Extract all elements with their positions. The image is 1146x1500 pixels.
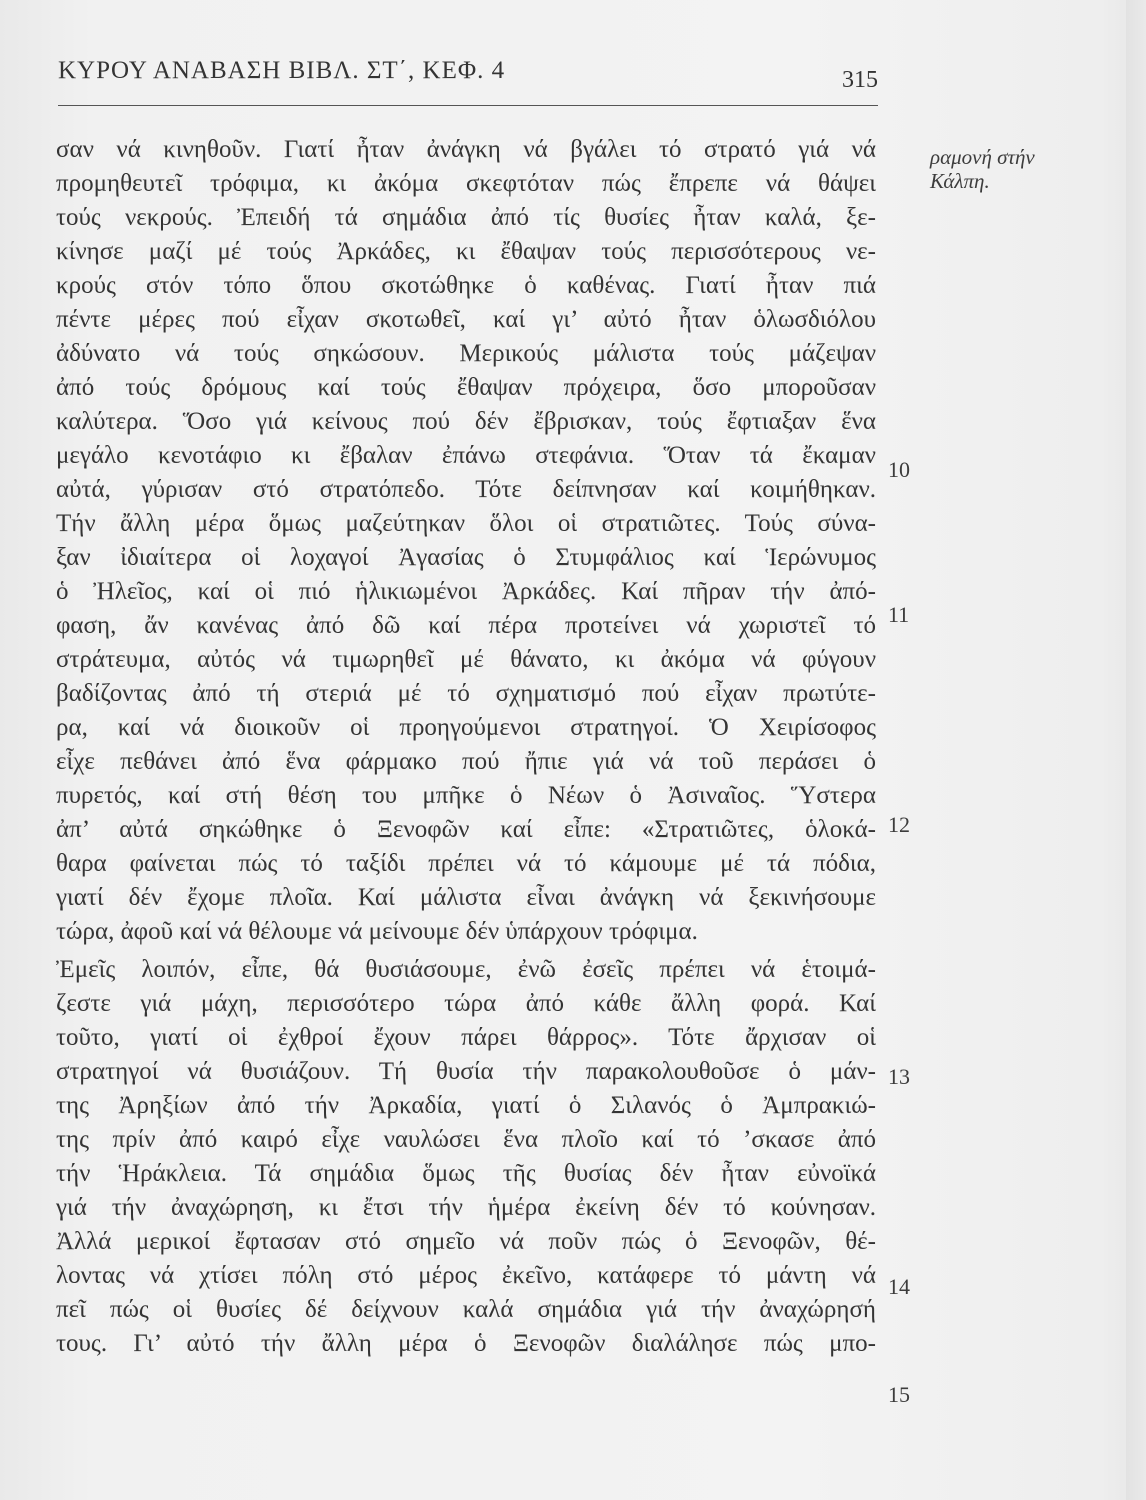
text-line: στρατηγοί νά θυσιάζουν. Τή θυσία τήν παρακολουθοῦσε ὁ μάν- bbox=[56, 1058, 876, 1085]
text-line: τοῦτο, γιατί οἱ ἐχθροί ἔχουν πάρει θάρρος». Τότε ἄρχισαν οἱ bbox=[56, 1024, 876, 1051]
text-line: ἀδύνατο νά τούς σηκώσουν. Μερικούς μάλιστα τούς μάζεψαν bbox=[56, 340, 876, 367]
text-line: προμηθευτεῖ τρόφιμα, κι ἀκόμα σκεφτόταν πώς ἔπρεπε νά θάψει bbox=[56, 170, 876, 197]
text-line: ρα, καί νά διοικοῦν οἱ προηγούμενοι στρατηγοί. Ὁ Χειρίσοφος bbox=[56, 714, 876, 741]
text-line: πέντε μέρες πού εἶχαν σκοτωθεῖ, καί γι’ αὐτό ἦταν ὁλωσδιόλου bbox=[56, 306, 876, 333]
text-line: πυρετός, καί στή θέση του μπῆκε ὁ Νέων ὁ Ἀσιναῖος. Ὕστερα bbox=[56, 782, 876, 809]
text-line: ἀπ’ αὐτά σηκώθηκε ὁ Ξενοφῶν καί εἶπε: «Στρατιῶτες, ὁλοκά- bbox=[56, 816, 876, 843]
text-line: ἀπό τούς δρόμους καί τούς ἔθαψαν πρόχειρα, ὅσο μποροῦσαν bbox=[56, 374, 876, 401]
page-number: 315 bbox=[842, 67, 878, 93]
text-line: κρούς στόν τόπο ὅπου σκοτώθηκε ὁ καθένας. Γιατί ἦταν πιά bbox=[56, 272, 876, 299]
text-line: Ἀλλά μερικοί ἔφτασαν στό σημεῖο νά ποῦν πώς ὁ Ξενοφῶν, θέ- bbox=[56, 1228, 876, 1255]
text-line: πεῖ πώς οἱ θυσίες δέ δείχνουν καλά σημάδια γιά τήν ἀναχώρησή bbox=[56, 1296, 876, 1323]
text-line: ξαν ἰδιαίτερα οἱ λοχαγοί Ἀγασίας ὁ Στυμφάλιος καί Ἱερώνυμος bbox=[56, 544, 876, 571]
section-number: 10 bbox=[888, 457, 910, 482]
text-line: λοντας νά χτίσει πόλη στό μέρος ἐκεῖνο, κατάφερε τό μάντη νά bbox=[56, 1262, 876, 1289]
text-line: καλύτερα. Ὅσο γιά κείνους πού δέν ἔβρισκαν, τούς ἔφτιαξαν ἕνα bbox=[56, 408, 876, 435]
running-head: ΚΥΡΟΥ ΑΝΑΒΑΣΗ ΒΙΒΛ. ΣΤ΄, ΚΕΦ. 4 bbox=[58, 57, 506, 84]
text-line: βαδίζοντας ἀπό τή στεριά μέ τό σχηματισμό πού εἶχαν πρωτύτε- bbox=[56, 680, 876, 707]
text-line: τους. Γι’ αὐτό τήν ἄλλη μέρα ὁ Ξενοφῶν διαλάλησε πώς μπο- bbox=[56, 1330, 876, 1357]
text-line: θαρα φαίνεται πώς τό ταξίδι πρέπει νά τό κάμουμε μέ τά πόδια, bbox=[56, 850, 876, 877]
text-line: τώρα, ἀφοῦ καί νά θέλουμε νά μείνουμε δέν ὑπάρχουν τρόφιμα. bbox=[56, 918, 698, 945]
text-line: εἶχε πεθάνει ἀπό ἕνα φάρμακο πού ἤπιε γιά νά τοῦ περάσει ὁ bbox=[56, 748, 876, 775]
section-number: 15 bbox=[888, 1382, 910, 1407]
marginal-note-line: ραμονή στήν bbox=[930, 145, 1035, 169]
marginal-note-line: Κάλπη. bbox=[930, 169, 990, 193]
text-line: της Ἀρηξίων ἀπό τήν Ἀρκαδία, γιατί ὁ Σιλανός ὁ Ἀμπρακιώ- bbox=[56, 1092, 876, 1119]
text-line: Τήν ἄλλη μέρα ὅμως μαζεύτηκαν ὅλοι οἱ στρατιῶτες. Τούς σύνα- bbox=[56, 510, 876, 537]
text-line: στράτευμα, αὐτός νά τιμωρηθεῖ μέ θάνατο, κι ἀκόμα νά φύγουν bbox=[56, 646, 876, 673]
text-line: τούς νεκρούς. Ἐπειδή τά σημάδια ἀπό τίς θυσίες ἦταν καλά, ξε- bbox=[56, 204, 876, 231]
text-line: ζεστε γιά μάχη, περισσότερο τώρα ἀπό κάθε ἄλλη φορά. Καί bbox=[56, 990, 876, 1017]
text-line: της πρίν ἀπό καιρό εἶχε ναυλώσει ἕνα πλοῖο καί τό ’σκασε ἀπό bbox=[56, 1126, 876, 1153]
page-edge-shadow bbox=[1126, 0, 1146, 1500]
section-number: 14 bbox=[888, 1274, 910, 1299]
text-line: φαση, ἄν κανένας ἀπό δῶ καί πέρα προτείνει νά χωριστεῖ τό bbox=[56, 612, 876, 639]
text-line: κίνησε μαζί μέ τούς Ἀρκάδες, κι ἔθαψαν τούς περισσότερους νε- bbox=[56, 238, 876, 265]
section-number: 11 bbox=[888, 602, 910, 627]
text-line: γιατί δέν ἔχομε πλοῖα. Καί μάλιστα εἶναι ἀνάγκη νά ξεκινήσουμε bbox=[56, 884, 876, 911]
section-number: 12 bbox=[888, 812, 910, 837]
marginal-note bbox=[930, 145, 1080, 193]
text-line: τήν Ἡράκλεια. Τά σημάδια ὅμως τῆς θυσίας δέν ἦταν εὐνοϊκά bbox=[56, 1160, 876, 1187]
text-line: αὐτά, γύρισαν στό στρατόπεδο. Τότε δείπνησαν καί κοιμήθηκαν. bbox=[56, 476, 876, 503]
text-line: ὁ Ἠλεῖος, καί οἱ πιό ἡλικιωμένοι Ἀρκάδες. Καί πῆραν τήν ἀπό- bbox=[56, 578, 876, 605]
section-number: 13 bbox=[888, 1064, 910, 1089]
text-line: γιά τήν ἀναχώρηση, κι ἔτσι τήν ἡμέρα ἐκείνη δέν τό κούνησαν. bbox=[56, 1194, 876, 1221]
text-line: σαν νά κινηθοῦν. Γιατί ἦταν ἀνάγκη νά βγάλει τό στρατό γιά νά bbox=[56, 136, 876, 163]
text-line: μεγάλο κενοτάφιο κι ἔβαλαν ἐπάνω στεφάνια. Ὅταν τά ἔκαμαν bbox=[56, 442, 876, 469]
page-header bbox=[58, 57, 878, 106]
text-line: Ἐμεῖς λοιπόν, εἶπε, θά θυσιάσουμε, ἐνῶ ἐσεῖς πρέπει νά ἑτοιμά- bbox=[56, 956, 876, 983]
